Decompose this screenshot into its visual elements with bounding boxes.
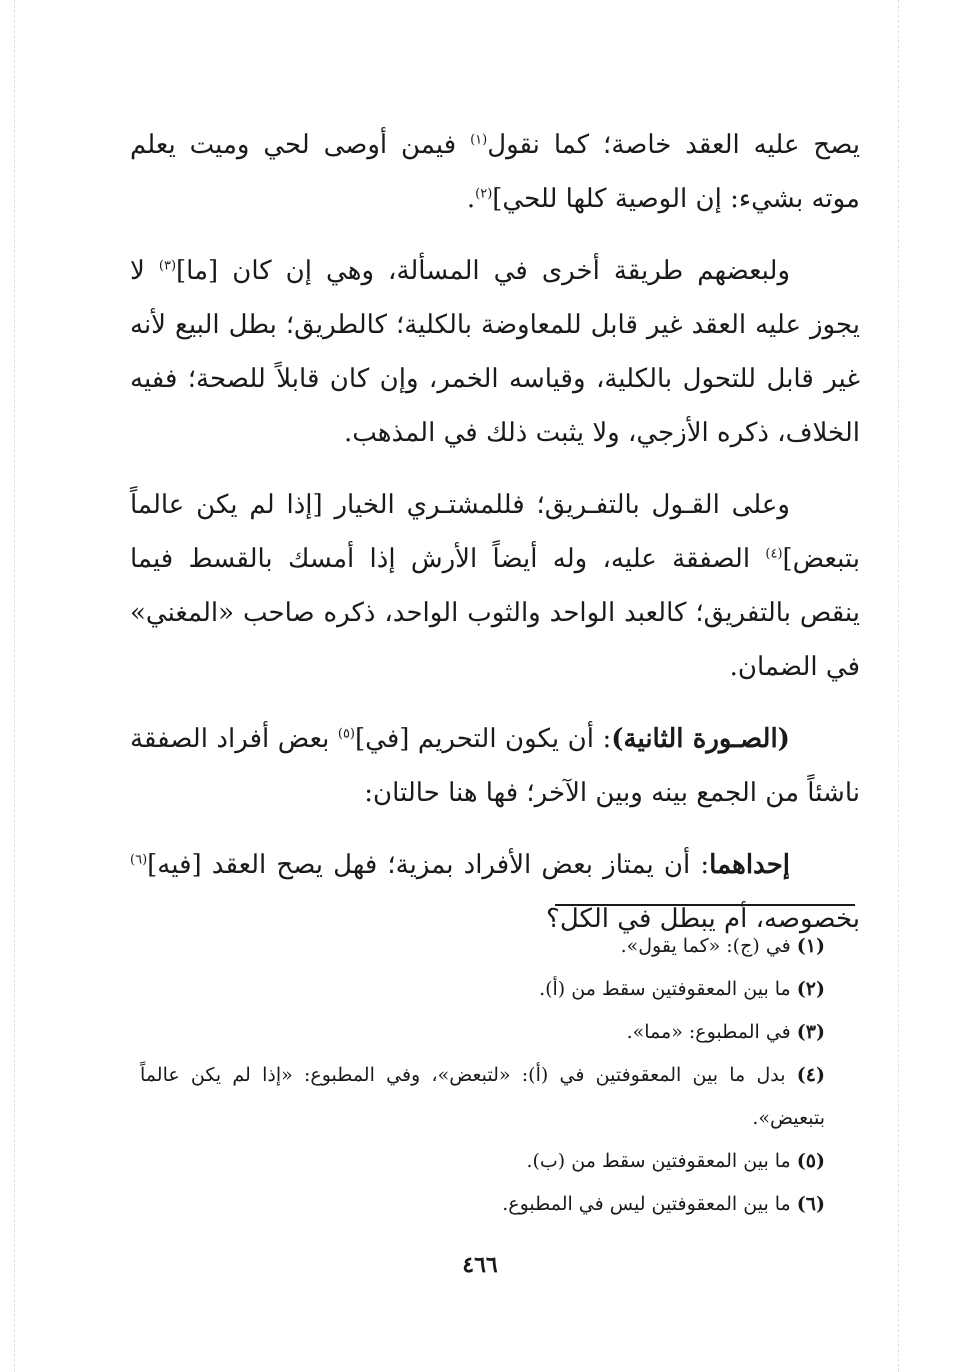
footnote-3 bbox=[140, 1011, 860, 1054]
paragraph-1 bbox=[130, 118, 860, 226]
page-number: ٤٦٦ bbox=[462, 1252, 498, 1278]
text-segment: لا يجوز عليه العقد غير قابل للمعاوضة بالكلية؛ كالطريق؛ بطل البيع لأنه غير قابل للتحول بالكلية، وقياسه الخمر، وإن كان قابلاً للصحة؛ ففيه الخلاف، ذكره الأزجي، ولا يثبت ذلك في المذهب. bbox=[130, 256, 860, 448]
scan-edge-line-right bbox=[898, 0, 899, 1372]
footnote-text: ما بين المعقوفتين سقط من (ب). bbox=[526, 1150, 797, 1172]
footnote-reference: (٦) bbox=[130, 852, 148, 868]
paragraph-4 bbox=[130, 712, 860, 820]
bold-heading: إحداهما bbox=[709, 850, 790, 880]
text-segment: بخصوصه، أم يبطل في الكل؟ bbox=[546, 904, 860, 934]
text-segment: فيمن أوصى لحي وميت يعلم موته بشيء: إن الوصية كلها للحي] bbox=[130, 130, 860, 214]
text-segment: : أن يمتاز بعض الأفراد بمزية؛ فهل يصح العقد [فيه] bbox=[147, 850, 710, 880]
scan-edge-line-left bbox=[14, 0, 15, 1372]
bold-heading: (الصـورة الثانية) bbox=[611, 724, 790, 754]
footnote-4 bbox=[140, 1054, 860, 1140]
footnote-separator bbox=[555, 904, 855, 906]
text-segment: وعلى القـول بالتفـريق؛ فللمشتـري الخيار [إذا لم يكن عالماً بتبعض] bbox=[130, 490, 860, 574]
footnote-text: في (ج): «كما يقول». bbox=[620, 935, 797, 957]
footnote-text: في المطبوع: «مما». bbox=[626, 1021, 797, 1043]
footnote-number: (٦) bbox=[796, 1193, 825, 1215]
footnote-reference: (١) bbox=[470, 132, 488, 148]
text-segment: بعض أفراد الصفقة ناشئاً من الجمع بينه وبين الآخر؛ فها هنا حالتان: bbox=[130, 724, 860, 808]
paragraph-3 bbox=[130, 478, 860, 694]
footnote-6 bbox=[140, 1183, 860, 1226]
text-segment: . bbox=[466, 184, 476, 214]
footnote-reference: (٤) bbox=[765, 546, 783, 562]
footnote-reference: (٢) bbox=[475, 186, 493, 202]
text-segment: يصح عليه العقد خاصة؛ كما نقول bbox=[487, 130, 860, 160]
text-segment: الصفقة عليه، وله أيضاً الأرش إذا أمسك بالقسط فيما ينقص بالتفريق؛ كالعبد الواحد والثوب الواحد، ذكره صاحب «المغني» في الضمان. bbox=[130, 544, 860, 682]
footnote-number: (٢) bbox=[796, 978, 825, 1000]
footnote-number: (٥) bbox=[796, 1150, 825, 1172]
footnote-number: (٤) bbox=[796, 1064, 825, 1086]
footnote-text: ما بين المعقوفتين سقط من (أ). bbox=[539, 978, 797, 1000]
text-segment: ولبعضهم طريقة أخرى في المسألة، وهي إن كان [ما] bbox=[176, 256, 790, 286]
footnote-text: ما بين المعقوفتين ليس في المطبوع. bbox=[502, 1193, 797, 1215]
text-segment: : أن يكون التحريم [في] bbox=[355, 724, 612, 754]
paragraph-2 bbox=[130, 244, 860, 460]
footnote-text: بدل ما بين المعقوفتين في (أ): «لتبعض»، وفي المطبوع: «إذا لم يكن عالماً بتبعيض». bbox=[140, 1064, 825, 1129]
main-text bbox=[130, 118, 860, 964]
footnotes bbox=[140, 925, 860, 1226]
footnote-1 bbox=[140, 925, 860, 968]
footnote-reference: (٣) bbox=[158, 258, 177, 274]
footnote-reference: (٥) bbox=[337, 726, 355, 742]
footnote-number: (٣) bbox=[796, 1021, 825, 1043]
footnote-5 bbox=[140, 1140, 860, 1183]
footnote-number: (١) bbox=[796, 935, 825, 957]
footnote-2 bbox=[140, 968, 860, 1011]
